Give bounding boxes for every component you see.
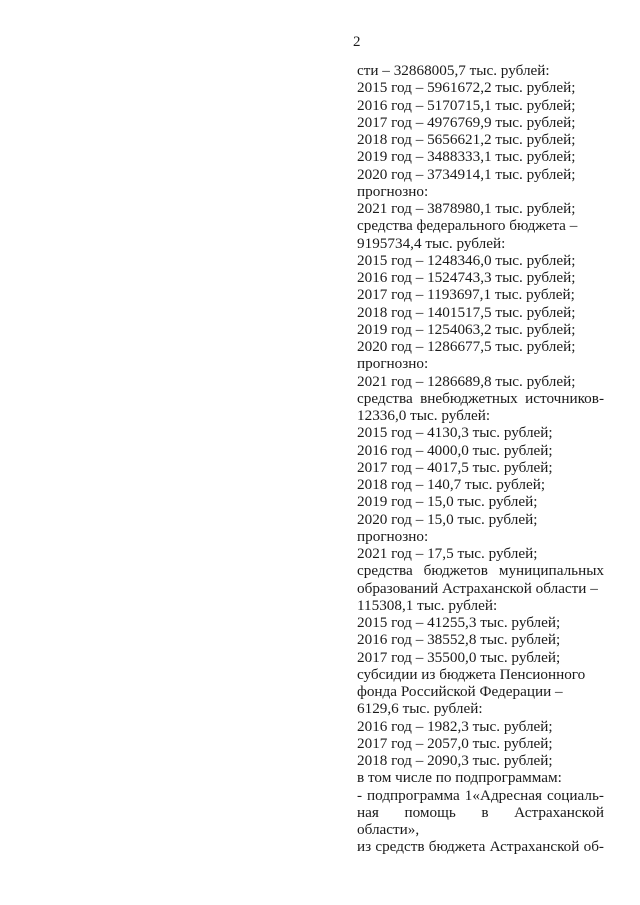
text-line: 2019 год – 3488333,1 тыс. рублей; [357,148,576,166]
text-line: в том числе по подпрограммам: [357,769,562,787]
text-line: 6129,6 тыс. рублей: [357,700,483,718]
text-line: 2016 год – 5170715,1 тыс. рублей; [357,96,576,114]
text-line: 2017 год – 35500,0 тыс. рублей; [357,648,561,666]
text-line: средства бюджетов муниципальных [357,562,604,580]
text-line: 2020 год – 15,0 тыс. рублей; [357,510,538,528]
text-line: 2021 год – 1286689,8 тыс. рублей; [357,372,576,390]
text-line: 2015 год – 4130,3 тыс. рублей; [357,424,553,442]
text-line: 12336,0 тыс. рублей: [357,407,491,424]
text-line: 2021 год – 17,5 тыс. рублей; [357,545,538,562]
text-line: 2018 год – 1401517,5 тыс. рублей; [357,303,576,321]
text-line: 2018 год – 140,7 тыс. рублей; [357,476,546,493]
text-line: прогнозно: [357,527,429,545]
text-line: 2017 год – 1193697,1 тыс. рублей; [357,286,575,304]
text-line: прогнозно: [357,355,429,373]
text-line: прогнозно: [357,182,429,200]
text-line: 2017 год – 4976769,9 тыс. рублей; [357,113,576,131]
text-line: 2020 год – 3734914,1 тыс. рублей; [357,165,576,183]
text-line: 2018 год – 5656621,2 тыс. рублей; [357,131,576,148]
text-line: 2016 год – 1982,3 тыс. рублей; [357,717,553,735]
text-line: 2021 год – 3878980,1 тыс. рублей; [357,200,576,217]
text-line: - подпрограмма 1«Адресная социаль- [357,786,604,804]
text-line: 2016 год – 4000,0 тыс. рублей; [357,441,553,459]
text-line: средства федерального бюджета – [357,217,578,235]
page-number: 2 [353,34,361,50]
text-line: 2017 год – 4017,5 тыс. рублей; [357,458,553,476]
text-line: образований Астраханской области – [357,579,598,597]
text-line: средства внебюджетных источников- [357,389,604,407]
text-line: сти – 32868005,7 тыс. рублей: [357,62,550,79]
text-line: 9195734,4 тыс. рублей: [357,234,506,252]
text-line: 2019 год – 15,0 тыс. рублей; [357,493,538,511]
funding-text-block [357,62,604,856]
text-line: 2016 год – 38552,8 тыс. рублей; [357,631,561,649]
text-line: 2019 год – 1254063,2 тыс. рублей; [357,320,576,338]
text-line: 2020 год – 1286677,5 тыс. рублей; [357,338,576,355]
text-line: 2015 год – 41255,3 тыс. рублей; [357,614,561,631]
text-line: 2017 год – 2057,0 тыс. рублей; [357,734,553,752]
text-line: 115308,1 тыс. рублей: [357,596,498,614]
text-line: субсидии из бюджета Пенсионного [357,665,586,683]
text-line: фонда Российской Федерации – [357,683,563,700]
text-line: ная помощь в Астраханской области», [357,803,604,838]
text-line: 2015 год – 5961672,2 тыс. рублей; [357,79,576,97]
text-line: из средств бюджета Астраханской об- [357,838,604,856]
text-line: 2015 год – 1248346,0 тыс. рублей; [357,251,576,269]
text-line: 2018 год – 2090,3 тыс. рублей; [357,752,553,769]
text-line: 2016 год – 1524743,3 тыс. рублей; [357,269,576,286]
